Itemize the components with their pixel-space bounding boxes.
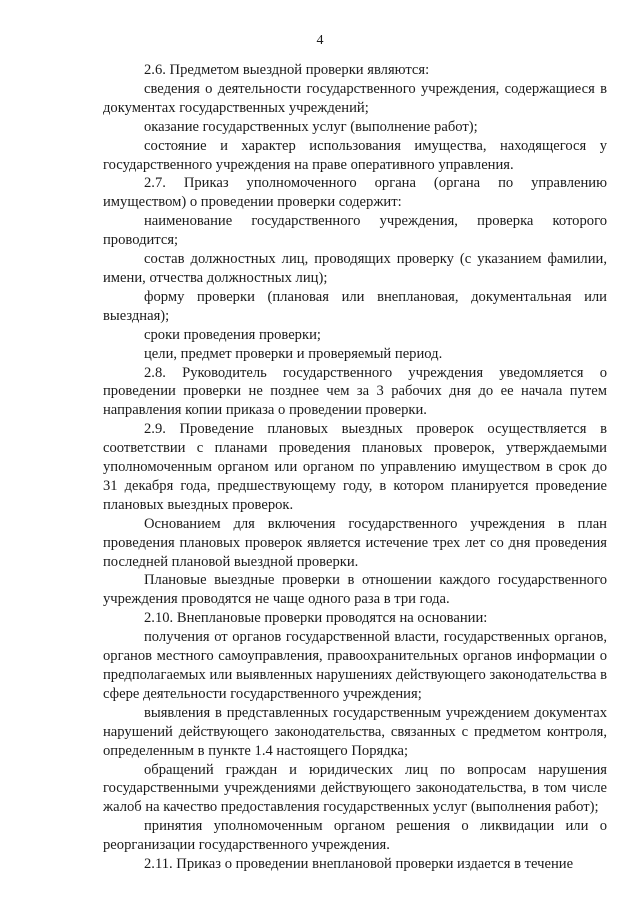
paragraph-2-9: 2.9. Проведение плановых выездных проверок осуществляется в соответствии с планами проведения плановых проверок, утверждаемыми уполномоченным органом или органом по управлению имуществом в срок до 31 декабря года, предшествующему году, в котором планируется проведение плановых выездных проверок.	[103, 421, 607, 513]
paragraph-item: форму проверки (плановая или внеплановая, документальная или выездная);	[103, 288, 607, 324]
paragraph-item: оказание государственных услуг (выполнение работ);	[144, 118, 478, 135]
paragraph-item: получения от органов государственной власти, государственных органов, органов местного самоуправления, правоохранительных органов информации о предполагаемых или выявленных нарушениях действующего законодательства в сфере деятельности государственного учреждения;	[103, 629, 607, 702]
document-body	[103, 61, 607, 874]
paragraph-item: сроки проведения проверки;	[144, 326, 321, 343]
paragraph-2-10: 2.10. Внеплановые проверки проводятся на основании:	[144, 610, 488, 627]
paragraph-item: принятия уполномоченным органом решения о ликвидации или о реорганизации государственного учреждения.	[103, 818, 607, 854]
paragraph-item: наименование государственного учреждения, проверка которого проводится;	[103, 213, 607, 249]
paragraph-2-7: 2.7. Приказ уполномоченного органа (органа по управлению имуществом) о проведении проверки содержит:	[103, 175, 607, 211]
paragraph-item: обращений граждан и юридических лиц по вопросам нарушения государственными учреждениями действующего законодательства, в том числе жалоб на качество предоставления государственных услуг (выполнения работ);	[103, 761, 607, 816]
paragraph-item: сведения о деятельности государственного учреждения, содержащиеся в документах государственных учреждений;	[103, 80, 607, 116]
paragraph-item: состав должностных лиц, проводящих проверку (с указанием фамилии, имени, отчества должностных лиц);	[103, 251, 607, 286]
paragraph-item: выявления в представленных государственным учреждением документах нарушений действующего законодательства, связанных с предметом контроля, определенным в пункте 1.4 настоящего Порядка;	[103, 704, 607, 759]
paragraph-2-6: 2.6. Предметом выездной проверки являются:	[144, 62, 430, 78]
paragraph-2-11: 2.11. Приказ о проведении внеплановой проверки издается в течение	[144, 856, 574, 873]
paragraph-item: Плановые выездные проверки в отношении каждого государственного учреждения проводятся не чаще одного раза в три года.	[103, 572, 607, 608]
page-number: 4	[316, 33, 324, 48]
paragraph-item: Основанием для включения государственного учреждения в план проведения плановых проверок является истечение трех лет со дня проведения последней плановой выездной проверки.	[103, 515, 607, 570]
paragraph-item: цели, предмет проверки и проверяемый период.	[144, 345, 443, 362]
paragraph-2-8: 2.8. Руководитель государственного учреждения уведомляется о проведении проверки не позднее чем за 3 рабочих дня до ее начала путем направления копии приказа о проведении проверки.	[103, 364, 607, 419]
paragraph-item: состояние и характер использования имущества, находящегося у государственного учреждения на праве оперативного управления.	[103, 137, 607, 173]
